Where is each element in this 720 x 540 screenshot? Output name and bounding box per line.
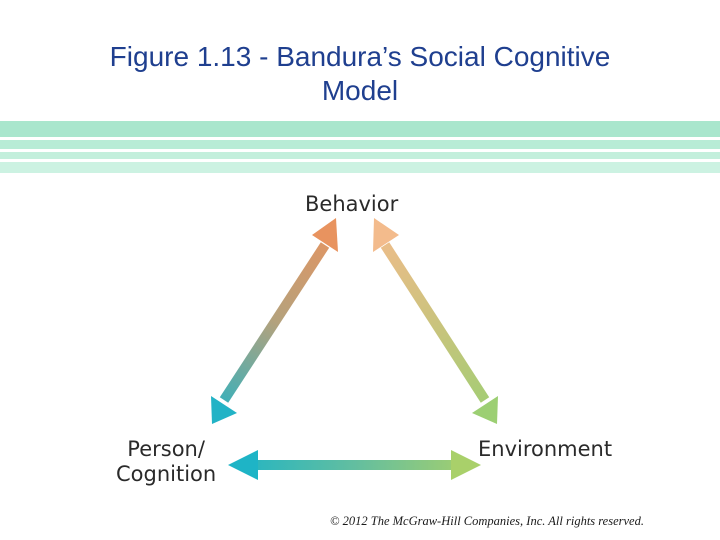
person-label-line-2: Cognition — [116, 462, 217, 486]
copyright-notice: © 2012 The McGraw-Hill Companies, Inc. All rights reserved. — [330, 514, 644, 528]
behavior-environment-arrow — [373, 218, 498, 424]
slide-title-line-1: Figure 1.13 - Bandura’s Social Cognitive — [109, 41, 611, 72]
arrowhead-to-environment-bottom — [451, 450, 481, 480]
behavior-label: Behavior — [305, 192, 399, 216]
person-environment-arrow — [228, 450, 481, 480]
person-cognition-label — [116, 437, 216, 487]
arrowhead-to-person — [211, 396, 237, 424]
arrowhead-to-environment — [472, 396, 498, 424]
behavior-person-arrow — [211, 218, 338, 424]
environment-label: Environment — [478, 437, 613, 461]
arrowhead-to-person-bottom — [228, 450, 258, 480]
person-label-line-1: Person/ — [127, 437, 205, 461]
slide-title-line-2: Model — [321, 75, 399, 106]
